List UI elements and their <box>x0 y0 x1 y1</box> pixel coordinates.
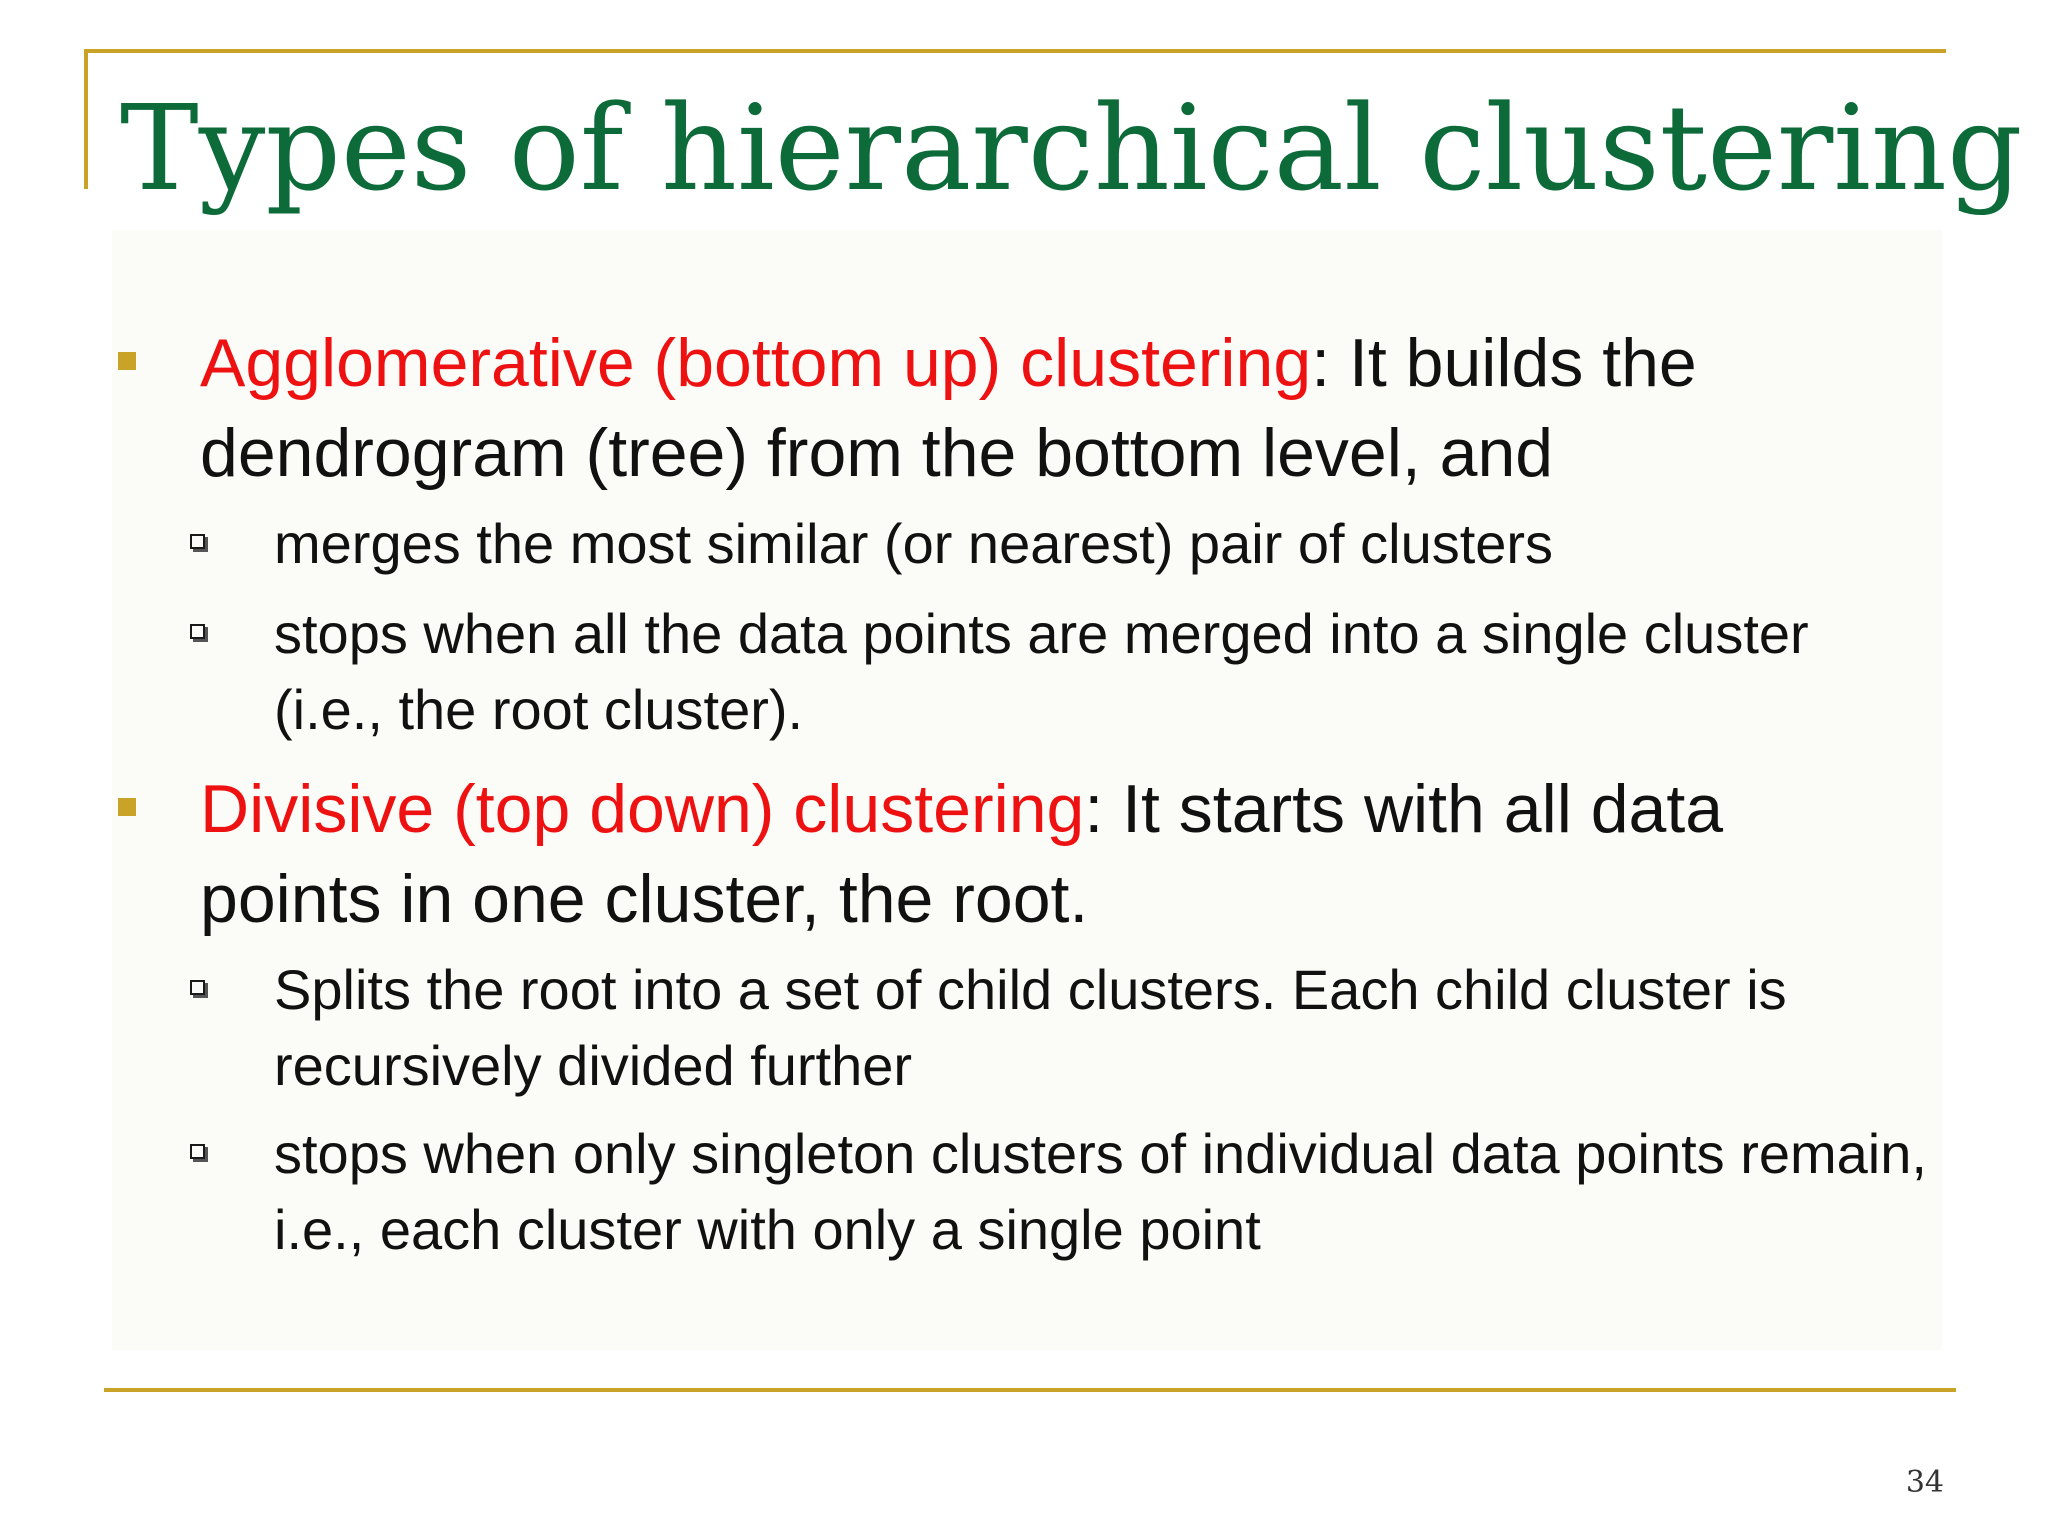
bottom-divider <box>104 1388 1956 1392</box>
left-divider <box>84 49 88 189</box>
sub-bullet-text: stops when only singleton clusters of individual data points remain, i.e., each cluster with only a single point <box>274 1122 1927 1261</box>
square-bullet-icon <box>118 798 136 816</box>
sub-bullet-merges <box>190 506 1930 582</box>
square-bullet-icon <box>118 352 136 370</box>
bullet-highlight: Agglomerative (bottom up) clustering <box>200 325 1312 401</box>
hollow-square-bullet-icon <box>190 624 205 639</box>
sub-bullet-text: Splits the root into a set of child clusters. Each child cluster is recursively divided further <box>274 958 1787 1097</box>
hollow-square-bullet-icon <box>190 1144 205 1159</box>
hollow-square-bullet-icon <box>190 980 205 995</box>
bullet-highlight: Divisive (top down) clustering <box>200 771 1085 847</box>
hollow-square-bullet-icon <box>190 534 205 549</box>
top-divider <box>84 49 1946 53</box>
sub-bullet-text: stops when all the data points are merged into a single cluster (i.e., the root cluster). <box>274 602 1809 741</box>
sub-bullet-text: merges the most similar (or nearest) pair of clusters <box>274 512 1554 575</box>
slide-title: Types of hierarchical clustering <box>120 79 2023 217</box>
bullet-body: : It builds the dendrogram (tree) from the bottom level, and <box>200 325 1697 491</box>
bullet-text <box>200 764 1908 944</box>
sub-bullet-stops-singleton <box>190 1116 1930 1268</box>
sub-bullet-splits <box>190 952 1930 1104</box>
bullet-text <box>200 318 1908 498</box>
page-number: 34 <box>1905 1465 1944 1500</box>
sub-bullet-stops-root <box>190 596 1930 748</box>
bullet-agglomerative <box>118 318 1908 498</box>
bullet-divisive <box>118 764 1908 944</box>
bullet-body: : It starts with all data points in one cluster, the root. <box>200 771 1724 937</box>
